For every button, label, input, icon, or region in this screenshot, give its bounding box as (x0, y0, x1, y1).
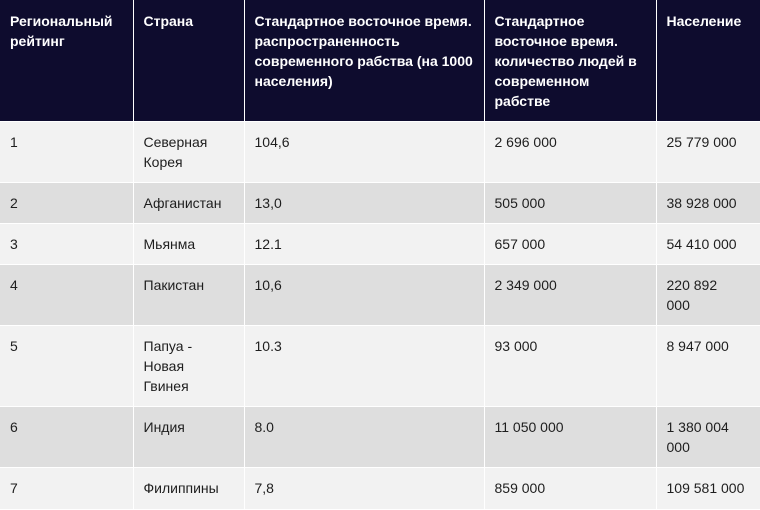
table-row (0, 265, 760, 326)
table-body (0, 122, 760, 509)
header-population: Население (656, 0, 760, 122)
cell-rank: 5 (0, 326, 133, 407)
table-row (0, 326, 760, 407)
cell-prevalence: 12.1 (244, 224, 484, 265)
cell-prevalence: 7,8 (244, 468, 484, 509)
cell-country: Пакистан (133, 265, 244, 326)
cell-country: Афганистан (133, 183, 244, 224)
header-prevalence: Стандартное восточное время. распространенность современного рабства (на 1000 населения) (244, 0, 484, 122)
cell-prevalence: 10.3 (244, 326, 484, 407)
cell-people: 2 696 000 (484, 122, 656, 183)
table-row (0, 468, 760, 509)
cell-people: 11 050 000 (484, 407, 656, 468)
cell-rank: 4 (0, 265, 133, 326)
cell-rank: 1 (0, 122, 133, 183)
header-regional-rank: Региональный рейтинг (0, 0, 133, 122)
cell-country: Северная Корея (133, 122, 244, 183)
cell-rank: 7 (0, 468, 133, 509)
cell-country: Папуа - Новая Гвинея (133, 326, 244, 407)
cell-country: Индия (133, 407, 244, 468)
cell-population: 109 581 000 (656, 468, 760, 509)
cell-prevalence: 8.0 (244, 407, 484, 468)
cell-prevalence: 104,6 (244, 122, 484, 183)
table-row (0, 183, 760, 224)
cell-prevalence: 13,0 (244, 183, 484, 224)
cell-people: 505 000 (484, 183, 656, 224)
cell-prevalence: 10,6 (244, 265, 484, 326)
cell-country: Филиппины (133, 468, 244, 509)
cell-people: 93 000 (484, 326, 656, 407)
cell-population: 25 779 000 (656, 122, 760, 183)
cell-population: 54 410 000 (656, 224, 760, 265)
cell-people: 859 000 (484, 468, 656, 509)
table-row (0, 224, 760, 265)
table-header (0, 0, 760, 122)
cell-country: Мьянма (133, 224, 244, 265)
header-row (0, 0, 760, 122)
cell-people: 657 000 (484, 224, 656, 265)
table-row (0, 407, 760, 468)
cell-population: 38 928 000 (656, 183, 760, 224)
cell-rank: 3 (0, 224, 133, 265)
cell-people: 2 349 000 (484, 265, 656, 326)
header-country: Страна (133, 0, 244, 122)
table-row (0, 122, 760, 183)
cell-population: 220 892 000 (656, 265, 760, 326)
cell-rank: 6 (0, 407, 133, 468)
cell-rank: 2 (0, 183, 133, 224)
cell-population: 1 380 004 000 (656, 407, 760, 468)
cell-population: 8 947 000 (656, 326, 760, 407)
header-number-of-people: Стандартное восточное время. количество людей в современном рабстве (484, 0, 656, 122)
